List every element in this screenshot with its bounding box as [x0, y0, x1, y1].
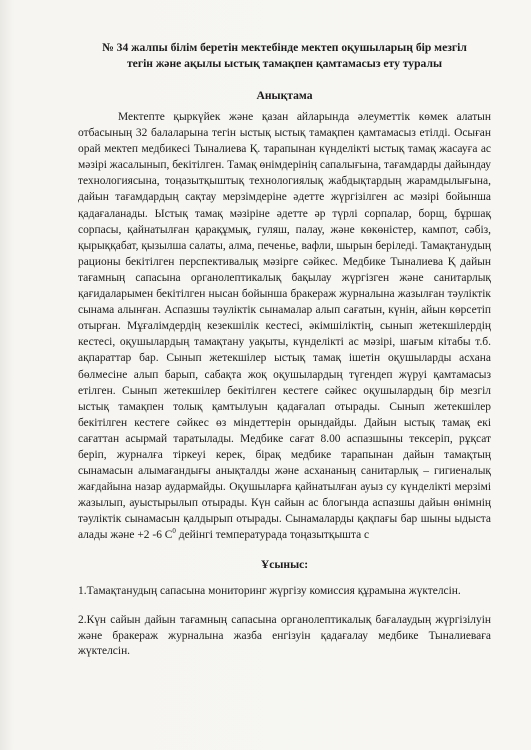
section-heading: Анықтама [256, 89, 313, 102]
recommendation-item: 1.Тамақтанудың сапасына мониторинг жүргізу комиссия құрамына жүктелсін. [78, 584, 461, 597]
recommendations-heading: Ұсыныс: [260, 557, 309, 571]
degree-superscript: 0 [172, 527, 176, 536]
title-line-2: тегін және ақылы ыстық тамақпен қамтамасыз ету туралы [126, 57, 443, 70]
title-line-1: № 34 жалпы білім беретін мектебінде мектеп оқушыларың бір мезгіл [102, 41, 467, 54]
body-paragraph [78, 109, 491, 544]
recommendation-item: 2.Күн сайын дайын тағамның сапасына органолептикалық бағалаудың жүргізілуін және бракераж журналына жазба енгізуін қадағалау медбике Тыналиеваға жүктелсін. [78, 614, 491, 658]
document-title [78, 40, 491, 72]
body-main-text: Мектепте қыркүйек және қазан айларында әлеуметтік көмек алатын отбасының 32 балаларына тегін ыстық ыстық тамақпен қамтамасыз етілді. Осыған орай мектеп медбикесі Тыналиева Қ. тарапынан күнделікті ыстық тамақ жасауға ас мәзірі жасалынып, бекітілген. Тамақ өнімдерінің сапалығына, тағамдарды дайындау технологиясына, тоңазытқыштық технологиялық жабдықтардың жарамдылығына, дайын тағамдардың сақтау мерзімдеріне әдетте жүргізілген ас мәзірі бойынша қадағаланады. Ыстық тамақ мәзіріне әдетте әр түрлі сорпалар, борщ, бұршақ сорпасы, қайнатылған қарақұмық, гуляш, палау, және көкөністер, кампот, сәбіз, қырыққабат, қызылша салаты, алма, печенье, вафли, шырын беріледі. Тамақтанудың рационы бекітілген перспективалық мәзірге сәйкес. Медбике Тыналиева Қ дайын тағамның сапасына органолептикалық бақылау жүргізген және санитарлық қағидаларымен бекітілген нысан бойынша бракераж журналына жазылған тәуліктік сынама алынған. Аспазшы тәуліктік сынамалар алып сағатын, күнін, айын көрсетіп отырған. Мұғалімдердің кезекшілік кестесі, әкімшіліктің, сынып жетекшілердің кестесі, оқушылардың тамақтану уақыты, күнделікті ас мәзірі, шағым кітабы т.б. ақпараттар бар. Сынып жетекшілер ыстық тамақ ішетін оқушыларды асхана бөлмесіне алып барып, сабақта жоқ оқушылардың түгендеп жүруі қамтамасыз етілген. Сынып жетекшілер бекітілген кестеге сәйкес оқушылардың бір мезгіл ыстық тамақпен толық қамтылуын қадағалап отырады. Сынып жетекшілер бекітілген кестеге сәйкес өз міндеттерін орындайды. Дайын ыстық тамақ екі сағаттан асырмай таратылады. Медбике сағат 8.00 аспазшыны тексеріп, рұқсат беріп, журналға тіркеуі керек, бірақ медбике тарапынан дайын тамақтың сынамасын алымағандығы анықталды және асхананың санитарлық – гигиеналық жағдайына назар аудармайды. Оқушыларға қайнатылған ауыз су күнделікті мерзімі жазылып, ауыстырылып отырады. Күн сайын ас блогында аспазшы дайын өнімнің тәуліктік сынамасын қалдырып отырады. Сынамаларды қақпағы бар шыны ыдыста алады және +2 -6 С [78, 111, 491, 542]
body-tail-text: дейінгі температурада тоңазытқышта с [175, 529, 370, 542]
